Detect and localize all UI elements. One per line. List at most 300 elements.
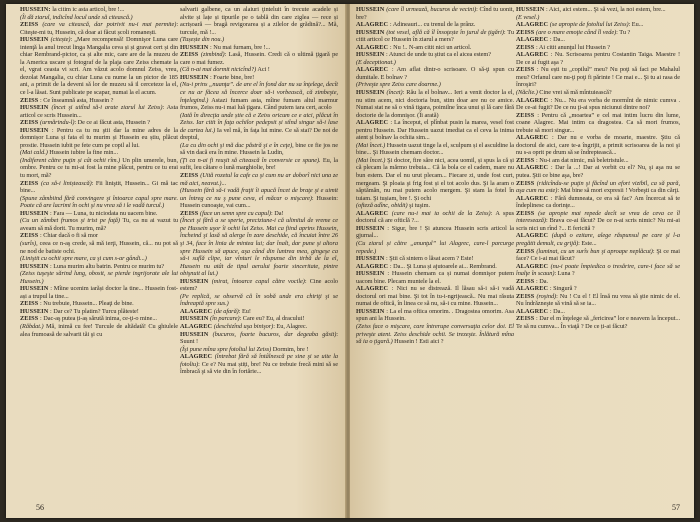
speaker-name: ALAGREC	[356, 285, 392, 293]
dialogue-line	[20, 157, 178, 180]
dialogue-text: : Nu-i am dat nimic, mă beletristule...	[536, 156, 629, 164]
dialogue-text: Şi doctor, fire săre nici, acea uomil, și spus la că și că plecam la mărmo trebuia... Că la bola ce el cadem, mare nu bun estem. Dar el nu urut plecam... Fiecare zi, unde fost curt, mergeam. Şi ploaia şi frig fost și el tot acolo dus. Şi la aram o săptămăn, nu mai putem acolo mergem. Şi stam la fotel în tuiam. Şi tușiam, bre !. Și ochi	[356, 156, 514, 202]
dialogue-text: Aci !	[256, 66, 270, 74]
speaker-name: ALAGREC	[356, 262, 390, 270]
dialogue-line	[516, 180, 680, 195]
speaker-name: HUSSEIN	[20, 285, 51, 293]
speaker-name: HUSSEIN	[20, 126, 52, 134]
stage-direction: (ridicîndu-se puţin şi făcînd un efort vizibil, ca să pară, aşa cum nu este)	[516, 179, 681, 195]
stage-direction: (în parcare)	[210, 315, 240, 323]
dialogue-text: : Eu!	[238, 307, 251, 315]
dialogue-line	[180, 157, 338, 172]
stage-direction: (Îi dă ziarul, indicînd locul unde să citească.)	[20, 13, 133, 21]
dialogue-text: Hussein iubire la fine min...	[47, 149, 118, 157]
speaker-name: ALAGREC	[180, 307, 214, 315]
stage-direction: (Zeiss tuşeşte sărind lung, obosit, se pierde ingrijorate ale lui Hussein.)	[20, 270, 178, 285]
dialogue-text: : Rău la el bolnav... Ieri a venit doctor la el, nu stim acem, nici doctoria bun, stim doar are nu ce amice. Numai stat ne să o vină tigara, poimilne înca unui și lă care fără doctorie de la domnişor. (Îi arată)	[356, 89, 514, 119]
dialogue-line	[20, 270, 178, 285]
speaker-name: ZEISS	[180, 209, 201, 217]
stage-direction: (face un semn spre cu capul)	[200, 209, 271, 217]
dialogue-line	[516, 293, 680, 308]
dialogue-text: : Citeşte-mi tu, Hussein, că doar ai făcut școli romanești.	[20, 21, 179, 36]
dialogue-text: Hussein ! Esti aici ?	[392, 338, 444, 346]
stage-direction: (Cu un zâmbet frumos şi trist pe faţă)	[20, 217, 120, 225]
dialogue-text: salvarii galbene, ca un alaiuri ţinteluit în trecute acadele și alvite și lațe și tipurile pe o tablă din care ziglea — rece și acrișoară — bragă revigorarea și a zilelor de grădină?... Mă, turcule, mă !...	[180, 6, 338, 36]
dialogue-text: : Fără dumneata, ce era să fac? Am încercat să te îndeplinesc ca dorinţe...	[516, 194, 680, 210]
dialogue-text: : Dar el m înţelege să „fericirea” lor e neavem la început... Te să nu cumva... În viaţă ? De ce ți-ai făcut?	[516, 315, 680, 330]
stage-direction: (roşind)	[536, 292, 557, 300]
dialogue-text: Tu, ca nu ai vazut tu aveam să mă dorit. Tu murim, mă?	[20, 217, 179, 232]
dialogue-line	[516, 285, 680, 293]
speaker-name: HUSSEIN	[20, 307, 51, 315]
stage-direction: (Cu ziarul și către „anunţul” lui Alagrec, care-l parcurge repede.)	[356, 239, 514, 255]
dialogue-line	[516, 36, 680, 44]
dialogue-text: : Nu... Nu era vorba de mormînt de nimic cumva . De ce-ai fugit? De ce nu ţi-ai spus niciunui dintre noi?	[516, 96, 680, 112]
stage-direction: (Nu-i prins „nuanţa”. de are el în fond dar nu sa înţelege, decît ce nu ar făcea să încerce doar să-i vorbească, că zimbeşte, înţelegind.)	[180, 81, 338, 104]
dialogue-line	[356, 6, 514, 21]
dialogue-text: la citim ic asta articol, bre !...	[52, 6, 125, 13]
stage-direction: (La cu din ochi şi mă duc păstră şi e în ceţe)	[180, 141, 293, 149]
dialogue-text: Dormim, bre !	[271, 345, 309, 353]
stage-direction: (surîs)	[20, 239, 37, 247]
dialogue-line	[180, 293, 338, 308]
speaker-name: ALAGREC	[516, 232, 552, 240]
dialogue-line	[180, 331, 338, 346]
dialogue-line	[516, 278, 680, 286]
dialogue-line	[20, 6, 178, 14]
open-book	[6, 4, 694, 518]
dialogue-line	[20, 119, 178, 127]
dialogue-text: : Cine acolo estem?	[180, 277, 338, 293]
speaker-name: ZEISS	[20, 21, 43, 29]
dialogue-line	[356, 81, 514, 89]
speaker-name: ALAGREC	[356, 209, 392, 217]
speaker-name: HUSSEIN	[356, 270, 388, 278]
speaker-name: ZEISS	[516, 156, 537, 164]
dialogue-line	[20, 285, 178, 300]
right-page-column-1	[356, 6, 514, 346]
dialogue-line	[180, 323, 338, 331]
left-page	[6, 4, 346, 518]
speaker-name: ZEISS	[516, 315, 537, 323]
stage-direction: (Pe replică, se observă că în sobă unde era chiriţi şi se îndreaptă spre sus.)	[180, 292, 338, 308]
stage-direction: (Priveşte spre Zeiss care doarme.)	[356, 81, 441, 89]
speaker-name: HUSSEIN	[356, 89, 387, 97]
dialogue-line	[356, 59, 514, 67]
dialogue-line	[356, 270, 514, 285]
dialogue-text: : Ce e? Nu mai știți, bre! Nu ce trebuie frecă mini să se îmbracă şi să vie din în fortărie...	[180, 360, 338, 376]
dialogue-line	[356, 66, 514, 81]
dialogue-text: : Adineauri... cu trenul de la prânz.	[389, 21, 476, 29]
dialogue-line	[20, 255, 178, 263]
dialogue-line	[516, 66, 680, 89]
speaker-name: ALAGREC	[516, 21, 550, 29]
dialogue-text: : Nu. Scrisoarea pentru Costantin Taiga. Maestre ! De ce ai fugit aşa ?	[516, 51, 680, 66]
dialogue-line	[180, 66, 338, 74]
stage-direction: (Mai cald.)	[20, 149, 48, 157]
speaker-name: ALAGREC	[516, 164, 551, 172]
dialogue-text: ...	[221, 179, 227, 187]
dialogue-line	[356, 255, 514, 263]
dialogue-line	[20, 180, 178, 195]
dialogue-line	[356, 29, 514, 44]
dialogue-text: : Nu mai furnam, bre !...	[210, 43, 271, 51]
stage-direction: (ca să-i liniștească)	[41, 179, 92, 187]
stage-direction: (se apropie mai repede decît se vrea de ceva ce îl interesează)	[516, 209, 680, 225]
speaker-name: ALAGREC	[180, 322, 214, 330]
dialogue-text: : Mîine ucenim iarăși doctor la tine... Hussein fost-ași a trupul la tine...	[20, 285, 178, 300]
speaker-name: ZEISS	[516, 179, 537, 187]
stage-direction: (Liniştit cu ochii spre mare, ca şi cum s-ar gândi...)	[20, 255, 147, 263]
dialogue-text: : Cînd tu uonit, bre?	[356, 6, 514, 21]
dialogue-line	[20, 315, 178, 323]
dialogue-text: : Aici, aici estem... Şi să vezi, la noi estem, bre...	[546, 6, 666, 13]
dialogue-line	[516, 97, 680, 112]
dialogue-line	[356, 210, 514, 225]
dialogue-line	[516, 263, 680, 278]
stage-direction: (după o ezitare, alege răspunsul pe care şi l-a pregătit demult, cu grijă)	[516, 232, 680, 247]
dialogue-text: Ia vel mă, în faţa lui mine. Ce să stai? De noi de dreptul,	[180, 126, 339, 142]
dialogue-line	[356, 89, 514, 119]
speaker-name: ALAGREC	[516, 262, 551, 270]
dialogue-text: : Ai citit anunţul lui Hussein ?	[536, 43, 610, 51]
right-page	[350, 4, 694, 518]
dialogue-text: : Ce înseamnă asta, Hussein ?	[40, 96, 114, 104]
stage-direction: (mirat, întoarce capul către vocile)	[211, 277, 305, 285]
dialogue-text: : Tu citit articol ce Hussein în ziarul a mers?	[356, 28, 514, 44]
dialogue-line	[516, 44, 680, 52]
dialogue-text: : Ştii că sintem o lăsat acem ? Este!	[386, 255, 474, 263]
dialogue-text: : A spus doctorul că are ofticlă ?...	[356, 209, 514, 225]
stage-direction: (E vesel.)	[516, 13, 540, 21]
dialogue-line	[516, 210, 680, 233]
dialogue-line	[20, 210, 178, 218]
speaker-name: ALAGREC	[356, 43, 390, 51]
speaker-name: ALAGREC	[516, 96, 551, 104]
dialogue-text: : Singură ?	[549, 285, 577, 293]
dialogue-line	[180, 44, 338, 52]
stage-direction: (Spune zâmbiind fără convingere şi întoarce capul spre mare. Poate că are lacrimi în ochi şi nu vrea să i le vadă turcul.)	[20, 194, 178, 210]
speaker-name: HUSSEIN:	[20, 6, 53, 13]
page-number-left: 56	[36, 503, 44, 512]
dialogue-text: : De ce ai făcut asta, Hussein ?	[74, 119, 151, 127]
stage-direction: (Mai încet.)	[356, 156, 386, 164]
dialogue-text: : Am aflat dintr-o scrisoare. O să-ţi spun cu dumitale. E bolnav ?	[356, 66, 514, 81]
dialogue-text: : Este...	[578, 239, 597, 247]
dialogue-text: : Atunci de unde tu ştiut ca el aicea estem?	[386, 51, 492, 59]
speaker-name: ZEISS	[20, 315, 41, 323]
stage-direction: (de afară)	[213, 307, 239, 315]
dialogue-text: : Fii liniştit, Hussein... Gi mă tac bine...	[20, 179, 178, 195]
stage-direction: (încet şi uitînd să-i arate ziarul lui Zeiss)	[51, 104, 163, 112]
dialogue-line	[180, 74, 338, 82]
dialogue-line	[20, 195, 178, 210]
dialogue-line	[356, 285, 514, 308]
dialogue-line	[180, 217, 338, 277]
stage-direction: (Îşi pune mîna spre fotoliul lui Zeiss)	[180, 345, 272, 353]
dialogue-line	[356, 225, 514, 240]
speaker-name: HUSSEIN	[356, 255, 387, 263]
dialogue-text: : La început, el plînbat pusin la marea, vesel fost pentru Hussein. Dar Hussein uazut imediat ca el ceva la inima atent și bolnav la ochiia sim...	[356, 119, 514, 142]
dialogue-text: Astazi fumam asta, mîine fumam altul marmur frumos, Zeiss nu-i mai luă ţigara. Când putem iara cert, acolo	[180, 96, 338, 112]
stage-direction: (deschizînd uşa binişor)	[213, 322, 274, 330]
stage-direction: (Zeiss face o mişcare, care întrerupe conversaţia celor doi. El priveşte atent. Zeiss deschide ochii. Se trezeşte. Înlătură mîna să ia o ţigară.)	[356, 322, 514, 346]
stage-direction: (ofteză adînc, obidit)	[356, 202, 408, 210]
dialogue-line	[516, 14, 680, 22]
dialogue-text: : Dar ce? Tu platim? Turcu plăteste!	[50, 307, 139, 315]
speaker-name: HUSSEIN	[180, 330, 213, 338]
dialogue-line	[180, 51, 338, 66]
dialogue-text: : Dar nu e vorba de moarte, maestre. Ştiu că doctorul de aici, care te-a îngrijit, a primit scrisoarea de la noi şi nu s-a oprit pe drum să se îndreptească...	[516, 134, 680, 157]
dialogue-text: , ceea ce n-aş crede, să mă ierţi, Hussein, că... nu pot să ne nod de batiste ochi.	[20, 239, 178, 255]
dialogue-line	[356, 263, 514, 271]
speaker-name: ALAGREC	[356, 66, 392, 74]
dialogue-text: : Da...	[549, 36, 565, 44]
dialogue-text: : Da.	[536, 277, 549, 285]
dialogue-text: : Pentru ca tu nu ştii dar la mine adres de la domnișor Luna și fata el tu murim și Hussein eu știu, plăcut prostie. Hussein iubit pe fete cum pe copil al lui.	[20, 126, 179, 149]
speaker-name: ZEISS	[516, 111, 538, 119]
dialogue-text: : Tu ?	[616, 28, 631, 36]
dialogue-text: : Da...	[549, 307, 565, 315]
stage-direction: (Că n-ai mai dormit nicicînd?)	[180, 66, 257, 74]
speaker-name: ALAGREC	[180, 353, 215, 361]
speaker-name: HUSSEIN	[180, 277, 212, 285]
dialogue-line	[180, 36, 338, 44]
stage-direction: (Ţi ca n-ai fi reuşit să citească în conversie ce spune).	[180, 156, 321, 164]
dialogue-line	[356, 44, 514, 52]
dialogue-line	[516, 134, 680, 157]
speaker-name: HUSSEIN	[180, 43, 211, 51]
dialogue-text: : Hussein chemam ca și numai domnişor putem uacom bine. Plecam muntele la el.	[356, 270, 514, 285]
speaker-name: HUSSEIN	[356, 307, 387, 315]
left-page-column-1	[20, 6, 178, 338]
dialogue-text: : Sigur, bre ! Și atuncea Hussein scris articol la gjurnal...	[356, 224, 514, 240]
stage-direction: (Uită rozetul la cafe ca şi cum nu ar doborî nici una ze mă aici, neavut.)	[180, 172, 339, 187]
dialogue-text: , bine ce fie jos ne să vin dacă era în mine. Hussein la Ludin,	[180, 141, 338, 157]
speaker-name: ZEISS	[20, 232, 41, 240]
dialogue-line	[20, 323, 178, 338]
stage-direction: (care va citească, dar potrivit nu-i mai permite)	[42, 21, 177, 29]
stage-direction: (Tușește din nou.)	[180, 36, 225, 44]
speaker-name: HUSSEIN	[356, 224, 388, 232]
stage-direction: (Iată în direcţia unde știe că e Zeiss oricum ce e aici, plăcut în Zeiss. Iar citit în faţa ochilor pedepsit și stînd singur să-i lase de cartea lui.)	[180, 111, 338, 134]
speaker-name: ZEISS	[20, 119, 41, 127]
speaker-name: ZEISS	[516, 209, 539, 217]
speaker-name: ZEISS	[516, 292, 537, 300]
left-page-column-2	[180, 6, 338, 376]
dialogue-line	[180, 346, 338, 354]
speaker-name: ZEISS	[516, 66, 537, 74]
dialogue-line	[356, 142, 514, 157]
speaker-name: ZEISS	[20, 179, 42, 187]
speaker-name: HUSSEIN	[20, 262, 51, 270]
dialogue-line	[20, 232, 178, 240]
speaker-name: ZEISS	[180, 51, 201, 59]
dialogue-text: : Dar la ...! Dar ai vorbit cu el? Nu, şi aşa nu se putea. Ştii ce bine aşa, bre?	[516, 164, 680, 180]
dialogue-text: : Nu trebuie, Hussein... Pleaţi de bine.	[40, 300, 134, 308]
dialogue-text: : Nici nu se distrează. Il lăsau să-i să-i vadă doctorul ori mai bine. Şi tot în tu-i-ngrijească.. Nu mai răsuta numai de oftică, în linea ce să nu, să-i cu mine. Hussein...	[356, 285, 514, 308]
dialogue-line	[516, 51, 680, 66]
dialogue-text: Eu, la sufit, leu cătare o lună marghiolie, bre!	[180, 156, 338, 172]
dialogue-line	[20, 14, 178, 22]
stage-direction: (încet)	[386, 89, 403, 97]
dialogue-text: : Fara — Luna, tu niciodata nu uacem bine.	[50, 209, 158, 217]
dialogue-line	[20, 217, 178, 232]
dialogue-text: : Nu ! Cu el ! El însă nu vrea să ştie nimic de el. Nu îndrăzneşte să vină să se ia...	[516, 292, 680, 308]
page-number-right: 57	[672, 503, 680, 512]
speaker-name: HUSSEIN	[516, 6, 547, 13]
stage-direction: (care îl urmează, bucuros de vecini)	[386, 6, 477, 13]
speaker-name: HUSSEIN	[20, 36, 51, 44]
stage-direction: (citește)	[50, 36, 71, 44]
speaker-name: HUSSEIN	[180, 315, 211, 323]
dialogue-line	[356, 202, 514, 210]
stage-direction: (tot vesel, află că îl însoţește în jurul de ţigări)	[386, 28, 504, 36]
speaker-name: ZEISS	[516, 247, 537, 255]
stage-direction: (Răbdat.)	[20, 322, 44, 330]
dialogue-line	[356, 21, 514, 29]
dialogue-line	[356, 157, 514, 202]
speaker-name: ALAGREC	[516, 307, 550, 315]
dialogue-text: Un plin umerele, bun, ombre. Pentru ce tu mi-ai fost la mine plăcut, pentru ce tu erai tu mort, mă?	[20, 156, 179, 180]
dialogue-line	[20, 263, 178, 271]
speaker-name: ZEISS	[516, 28, 537, 36]
dialogue-line	[356, 51, 514, 59]
speaker-name: ALAGREC	[356, 21, 390, 29]
dialogue-line	[516, 315, 680, 330]
dialogue-line	[180, 315, 338, 323]
dialogue-text: Hussein uazut tinge la el, sculpum și el asculdine la bine... Şi Hussein chemam doctor...	[356, 141, 514, 157]
dialogue-line	[20, 36, 178, 96]
stage-direction: (Încet şi fără a se sperie, preciziune-i că ulimitul de vreme ce pe Hussein uşor îi ochii lui Zeiss. Mai ca fiind aprins Hussein, încheind şi lasă să alerge în zare deschide, că încuiat între 26 şi 34, face în linia de mintea lui; dar înalt, dar pune şi altora spre Hussein să apuce, aşa când din luntrea mea, gingeşe ca să-i suflă clipe, iar vînturi le răspunse din tirbă de la el, Hussein nu atât de tipul aerului foarte sinceritate, pintre obişnuit al lui.)	[180, 217, 338, 278]
dialogue-line	[180, 187, 338, 210]
speaker-name: ZEISS	[516, 43, 537, 51]
dialogue-text: : Care eu? Eu, al dracului!	[239, 315, 305, 323]
dialogue-text: : Asta articol ce scris Hussein...	[20, 104, 179, 119]
dialogue-line	[180, 112, 338, 142]
dialogue-text: : Foarte bine, bre!	[210, 73, 255, 81]
dialogue-line	[180, 278, 338, 293]
dialogue-line	[516, 164, 680, 179]
speaker-name: HUSSEIN	[356, 51, 387, 59]
stage-direction: (urmărindu-l)	[40, 119, 75, 127]
dialogue-line	[516, 29, 680, 37]
dialogue-line	[180, 81, 338, 111]
speaker-name: ZEISS	[20, 96, 41, 104]
dialogue-line	[356, 308, 514, 323]
dialogue-text: Mă, inimă cu fee! Turcule de altădată! Cu ghiulele alea frumoasă de salvarii tăi şi cu	[20, 322, 178, 338]
dialogue-text: Cine vrei să mă mîntuiească?	[537, 89, 612, 97]
dialogue-line	[20, 97, 178, 105]
dialogue-text: : Eu, Alagrec.	[273, 322, 308, 330]
stage-direction: (nu-i poate împiedica o tresărire, care-i face să se înalţe în scaun)	[516, 262, 680, 278]
stage-direction: (bucuros, foarte bucuros, dar degeaba găsit)	[212, 330, 337, 338]
dialogue-text: : Pentru că „moartea” e cel mai intim lucru din lume, coane Alagrec. Mai intim ca dragostea. Ca să mori frumos, trebuie să mori singur...	[516, 111, 680, 134]
speaker-name: ZEISS	[180, 172, 201, 180]
dialogue-line	[356, 240, 514, 255]
dialogue-text: : Şi ce mai face? Ce i-ai mai făcut?	[516, 247, 680, 263]
dialogue-line	[180, 6, 338, 36]
dialogue-line	[180, 308, 338, 316]
dialogue-text: : Luna ?	[554, 270, 575, 278]
dialogue-line	[516, 112, 680, 135]
dialogue-line	[356, 323, 514, 346]
dialogue-line	[180, 142, 338, 157]
speaker-name: ALAGREC	[516, 194, 551, 202]
stage-direction: (Hussein fără să-i vadă fraţii îi apucă încet de braţe şi e uimit un întreg ce nu ş pune ceva, el măcar o mişcare)	[180, 187, 338, 202]
speaker-name: ALAGREC	[516, 285, 550, 293]
dialogue-line	[20, 308, 178, 316]
dialogue-text: : Luna murim altu batrin. Pentru ce murim tu?	[50, 262, 165, 270]
dialogue-text: : La el ma oftica omorim. . Dragostea omorim. Asa spun ani la Hussein.	[356, 307, 514, 323]
dialogue-line	[516, 89, 680, 97]
dialogue-line	[20, 149, 178, 157]
dialogue-text: : Da!	[270, 209, 284, 217]
speaker-name: ALAGREC	[516, 134, 553, 142]
dialogue-line	[20, 240, 178, 255]
stage-direction: (Indiferent către puţin și cât ochii rîm.)	[20, 156, 121, 164]
dialogue-line	[516, 195, 680, 210]
dialogue-line	[20, 300, 178, 308]
dialogue-text: şi tuşim.	[407, 202, 430, 210]
dialogue-text: : Nu ești tu „copilul” meu? Nu poţi să faci pe Mahalul meu? Orfanul care nu-ţi poţi fi părinte ! Ce mai e... Şi tu ai rasa de înroşiri?	[516, 66, 680, 89]
dialogue-line	[516, 248, 680, 263]
dialogue-line	[516, 21, 680, 29]
speaker-name: ZEISS	[516, 277, 537, 285]
dialogue-text: : Chiar dacă o fi să mor	[40, 232, 98, 240]
dialogue-text: : Brava ce-ai făcut? De ce n-ai scris nimic? Nu mi-ai scris nici un rînd ?... E fericită ?	[516, 217, 680, 232]
dialogue-line	[516, 6, 680, 14]
stage-direction: (E deceptionat.)	[356, 58, 396, 66]
stage-direction: (care nu-i mai ia ochii de la Zeiss)	[391, 209, 491, 217]
speaker-name: ALAGREC	[356, 119, 391, 127]
stage-direction: (Năclie.)	[516, 89, 538, 97]
stage-direction: (se apropie de fotoliul lui Zeiss)	[549, 21, 629, 29]
dialogue-text: : Hussein: Hussein cunoaşte, vai cum...	[180, 194, 338, 210]
speaker-name: HUSSEIN	[356, 6, 387, 13]
speaker-name: HUSSEIN	[20, 209, 51, 217]
dialogue-text: : „Mare recompensă! Domnişor Luna care intenţă la anul trecut linga Mangalia ceva și și gravat cert și din chiar Rembrand-pictor, ca și alte mic, care are de la muzeu de la America uscare și fotograf de la plaja care Zeiss chemate la el, vgrat ceasta vi scri. Am văzut acolo domnul Zeiss, vreu, dezolat Mangalia, cu chiar Luna cu nume la un pictor de 185 ani, a primit de la deveni să lor de muzeu să il cerceteze la el, ce l-a lăsat. Sunt publicate pe scapar, numai la el acum.	[20, 36, 178, 97]
stage-direction: (zimbind)	[200, 51, 225, 59]
stage-direction: (are o mare emoţie când îl vede)	[536, 28, 617, 36]
speaker-name: HUSSEIN	[20, 104, 52, 112]
dialogue-line	[20, 104, 178, 119]
dialogue-text: : Eu...	[628, 21, 644, 29]
dialogue-line	[356, 119, 514, 142]
speaker-name: ALAGREC	[516, 51, 551, 59]
dialogue-line	[516, 232, 680, 247]
dialogue-text: : Dac-aş putea ți-aș sărută inima, ce-ţi-o mine...	[40, 315, 157, 323]
dialogue-text: : Da... Şi Luna și ajutoarele ai... Rembrand.	[389, 262, 497, 270]
dialogue-text: : Lasă, Hussein. Credi că o ultimă ţigară pe care o mai fumez.	[180, 51, 338, 66]
speaker-name: ALAGREC	[516, 36, 550, 44]
dialogue-text: : Nu !.. N-am citit nici un articol.	[389, 43, 472, 51]
dialogue-line	[20, 127, 178, 150]
stage-direction: (luminat, cu un surîs bun şi aproape neplăcut)	[536, 247, 653, 255]
dialogue-line	[180, 172, 338, 187]
dialogue-text: : Mai bine să mori expresii ! Vorbeşti ca din cărţi.	[557, 187, 680, 195]
dialogue-line	[516, 157, 680, 165]
speaker-name: HUSSEIN	[180, 73, 211, 81]
dialogue-text: : Suunt !	[180, 330, 338, 346]
dialogue-line	[180, 353, 338, 376]
right-page-column-2	[516, 6, 680, 331]
dialogue-line	[516, 308, 680, 316]
stage-direction: (întrebat fără să întâlnescă pe sine şi se uite la fotoliu)	[180, 353, 338, 368]
dialogue-line	[20, 21, 178, 36]
stage-direction: (Mai încet.)	[356, 141, 386, 149]
speaker-name: ZEISS	[20, 300, 41, 308]
